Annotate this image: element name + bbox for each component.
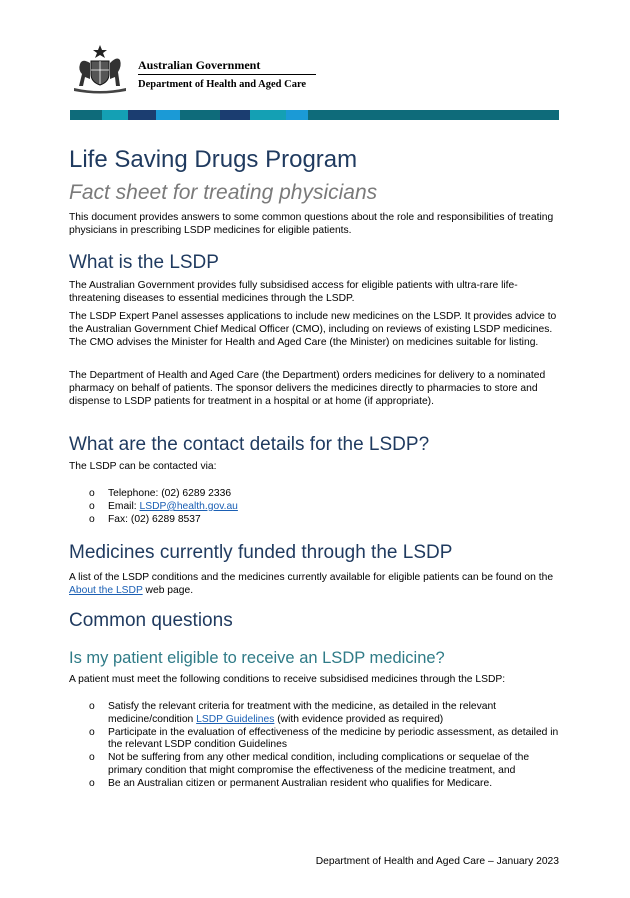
- intro-paragraph: This document provides answers to some common questions about the role and responsibilities of treating physicians in prescribing LSDP medicines for eligible patients.: [69, 212, 554, 236]
- list-item: [89, 501, 559, 514]
- list-item: [89, 488, 559, 501]
- what-is-paragraph-2: The LSDP Expert Panel assesses applications to include new medicines on the LSDP. It provides advice to the Australian Government Chief Medical Officer (CMO), including on reviews of existing LSDP medicines. The CMO advises the Minister for Health and Aged Care (the Minister) on medicines suitable for listing.: [69, 311, 557, 348]
- bullet-marker: o: [89, 701, 95, 712]
- eligibility-item-3: Not be suffering from any other medical condition, including complications or sequelae of the primary condition that might compromise the effectiveness of the medicine treatment, and: [108, 752, 530, 776]
- government-name: Australian Government: [138, 58, 261, 72]
- email-link[interactable]: LSDP@health.gov.au: [139, 500, 238, 512]
- bullet-marker: o: [89, 752, 95, 764]
- list-item: [89, 701, 559, 727]
- list-item: [89, 514, 559, 527]
- eligibility-item-4: Be an Australian citizen or permanent Australian resident who qualifies for Medicare.: [108, 777, 493, 789]
- coat-of-arms-icon: [70, 44, 130, 94]
- contact-email-label: Email:: [108, 500, 140, 512]
- medicines-text-after: web page.: [142, 585, 194, 596]
- medicines-paragraph: [69, 571, 559, 597]
- eligibility-text-after: (with evidence provided as required): [274, 713, 444, 725]
- logo-divider: [138, 74, 316, 75]
- list-item: [89, 752, 559, 778]
- contact-list: [89, 488, 559, 526]
- bullet-marker: o: [89, 513, 95, 525]
- bullet-marker: o: [89, 726, 95, 738]
- government-logo-text: [138, 58, 316, 91]
- contact-fax: Fax: (02) 6289 8537: [108, 513, 201, 525]
- medicines-text-before: A list of the LSDP conditions and the medicines currently available for eligible patients can be found on the: [69, 572, 554, 583]
- heading-what-is: What is the LSDP: [69, 252, 219, 273]
- list-item: [89, 778, 559, 791]
- bullet-marker: o: [89, 777, 95, 789]
- eligibility-list: [89, 701, 559, 791]
- heading-medicines: Medicines currently funded through the LSDP: [69, 542, 453, 563]
- contact-intro: The LSDP can be contacted via:: [69, 461, 217, 472]
- heading-common-questions: Common questions: [69, 610, 233, 631]
- heading-contact: What are the contact details for the LSDP?: [69, 434, 430, 455]
- department-name: Department of Health and Aged Care: [138, 79, 307, 90]
- heading-eligibility: Is my patient eligible to receive an LSDP medicine?: [69, 649, 445, 667]
- what-is-paragraph-3: The Department of Health and Aged Care (the Department) orders medicines for delivery to a nominated pharmacy on behalf of patients. The sponsor delivers the medicines directly to pharmacies to store and dispense to LSDP patients for treatment in a hospital or at home (if appropriate).: [69, 370, 546, 407]
- page-subtitle: Fact sheet for treating physicians: [69, 181, 378, 204]
- lsdp-guidelines-link[interactable]: LSDP Guidelines: [196, 713, 275, 725]
- bullet-marker: o: [89, 500, 95, 512]
- bullet-marker: o: [89, 488, 95, 499]
- eligibility-item-2: Participate in the evaluation of effectiveness of the medicine by periodic assessment, as detailed in the relevant LSDP condition Guidelines: [108, 726, 559, 751]
- what-is-paragraph-1: The Australian Government provides fully subsidised access for eligible patients with ultra-rare life-threatening diseases to essential medicines through the LSDP.: [69, 280, 518, 304]
- contact-telephone: Telephone: (02) 6289 2336: [108, 488, 232, 499]
- list-item: [89, 727, 559, 753]
- eligibility-intro: A patient must meet the following conditions to receive subsidised medicines through the LSDP:: [69, 674, 506, 685]
- eligibility-text-before: Satisfy the relevant criteria for treatment with the medicine, as detailed in the relevant medicine/condition: [108, 701, 497, 725]
- page-title: Life Saving Drugs Program: [69, 146, 358, 173]
- about-lsdp-link[interactable]: About the LSDP: [69, 585, 143, 596]
- page-footer: Department of Health and Aged Care – January 2023: [315, 856, 559, 867]
- header-color-stripe: [70, 110, 559, 120]
